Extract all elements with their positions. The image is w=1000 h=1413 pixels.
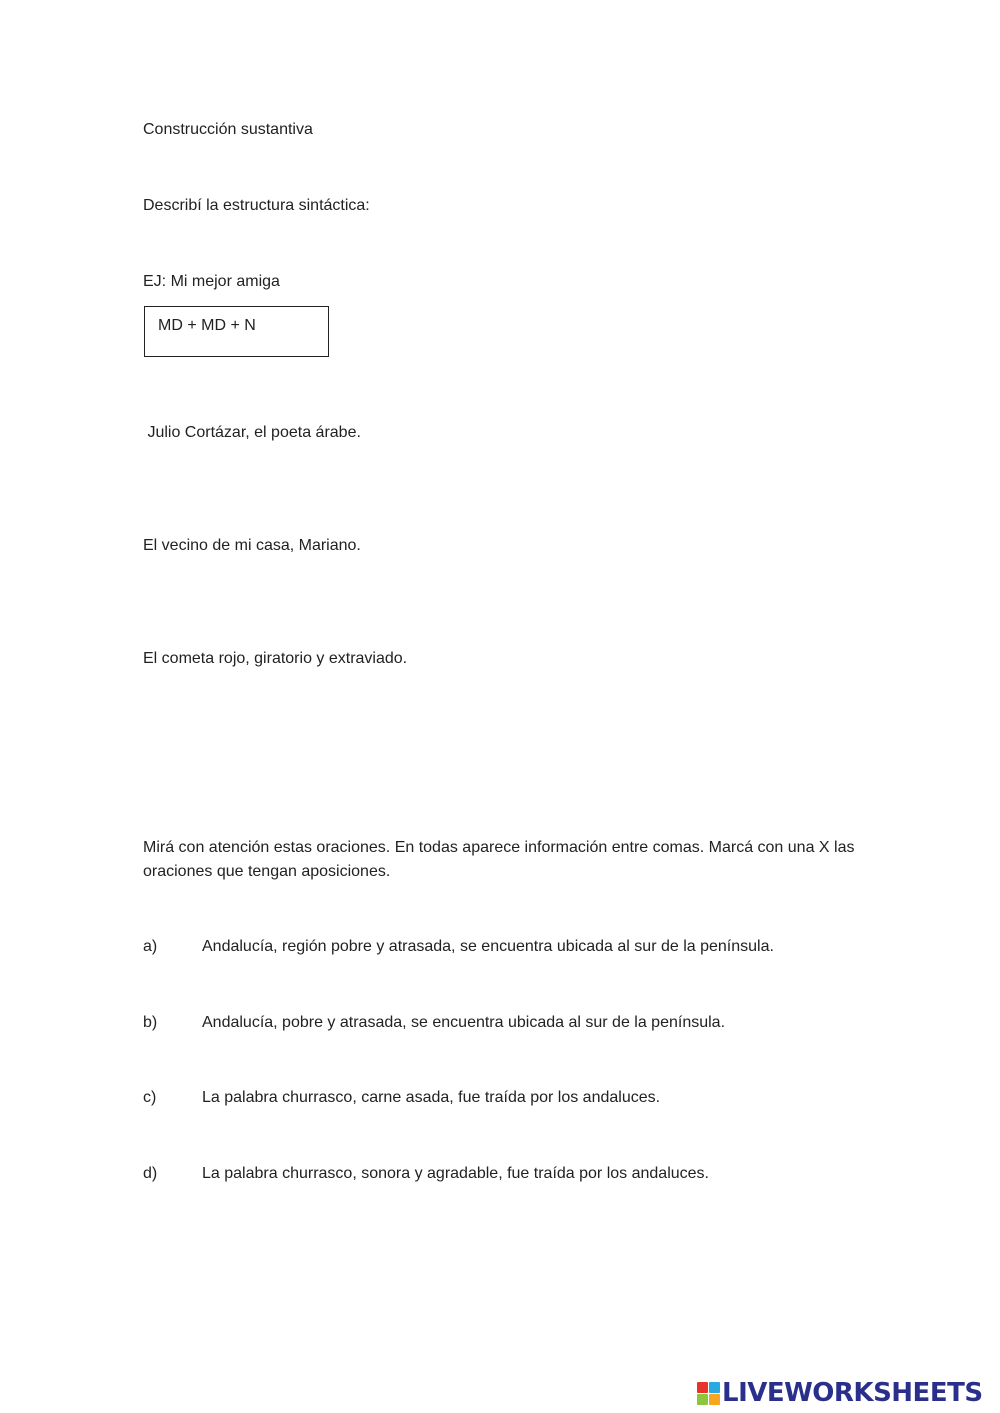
example-answer-text: MD + MD + N (158, 317, 256, 334)
logo-text: LIVEWORKSHEETS (722, 1378, 983, 1408)
worksheet-title: Construcción sustantiva (143, 121, 313, 138)
option-letter: b) (143, 1014, 158, 1031)
liveworksheets-logo (697, 1378, 983, 1408)
option-a (143, 937, 774, 957)
option-letter: a) (143, 938, 158, 955)
exercise2-instruction: Mirá con atención estas oraciones. En todas aparece información entre comas. Marcá con una X las oraciones que tengan aposiciones. (143, 839, 855, 880)
option-c (143, 1088, 660, 1108)
option-d (143, 1164, 709, 1184)
option-letter: c) (143, 1089, 157, 1106)
example-label: EJ: Mi mejor amiga (143, 273, 280, 290)
phrase-3: El cometa rojo, giratorio y extraviado. (143, 650, 408, 667)
phrase-1: Julio Cortázar, el poeta árabe. (143, 424, 361, 441)
option-text: Andalucía, pobre y atrasada, se encuentra ubicada al sur de la península. (202, 1014, 726, 1031)
option-b (143, 1013, 725, 1033)
option-text: La palabra churrasco, sonora y agradable, fue traída por los andaluces. (202, 1165, 709, 1182)
option-text: Andalucía, región pobre y atrasada, se encuentra ubicada al sur de la península. (202, 938, 774, 955)
option-text: La palabra churrasco, carne asada, fue traída por los andaluces. (202, 1089, 661, 1106)
example-answer-box (144, 306, 329, 357)
option-letter: d) (143, 1165, 158, 1182)
liveworksheets-logo-icon (697, 1382, 720, 1405)
instruction-text: Describí la estructura sintáctica: (143, 197, 370, 214)
phrase-2: El vecino de mi casa, Mariano. (143, 537, 361, 554)
